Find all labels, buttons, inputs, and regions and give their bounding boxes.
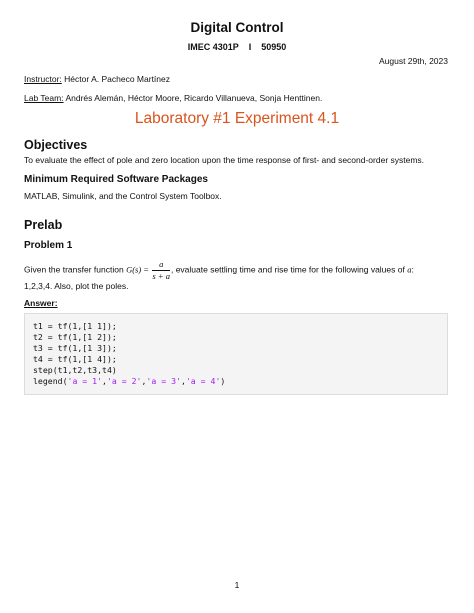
code-block	[24, 313, 448, 395]
instructor-name: Héctor A. Pacheco Martínez	[64, 74, 170, 84]
instructor-line	[24, 74, 170, 84]
legend-string: 'a = 1'	[67, 376, 103, 386]
course-number: 50950	[261, 42, 287, 52]
course-code: IMEC 4301P	[187, 42, 239, 52]
problem-text-line-2: 1,2,3,4. Also, plot the poles.	[24, 281, 129, 291]
problem-colon: :	[411, 264, 414, 275]
problem-text-after: , evaluate settling time and rise time for the following values of	[170, 264, 405, 275]
lab-team-members: Andrés Alemán, Héctor Moore, Ricardo Villanueva, Sonja Henttinen.	[65, 93, 323, 103]
problem-text-line-1	[24, 260, 414, 280]
legend-comma: ,	[102, 376, 107, 386]
course-separator: I	[248, 42, 252, 52]
legend-function: legend(	[33, 376, 68, 386]
code-line: step(t1,t2,t3,t4)	[33, 365, 117, 375]
legend-string: 'a = 3'	[146, 376, 181, 386]
legend-string: 'a = 4'	[185, 376, 221, 386]
transfer-function-numerator: a	[152, 260, 170, 271]
legend-string: 'a = 2'	[106, 376, 142, 386]
transfer-function-fraction	[152, 260, 170, 280]
course-line	[0, 42, 474, 52]
lab-title: Laboratory #1 Experiment 4.1	[134, 110, 340, 127]
instructor-label: Instructor:	[24, 74, 62, 84]
problem-heading: Problem 1	[24, 240, 73, 251]
software-heading: Minimum Required Software Packages	[24, 174, 208, 185]
legend-close: )	[220, 376, 226, 386]
page-number: 1	[234, 580, 240, 590]
document-title: Digital Control	[190, 20, 284, 35]
code-line: t3 = tf(1,[1 3]);	[33, 343, 117, 353]
legend-comma: ,	[141, 376, 147, 386]
objectives-text: To evaluate the effect of pole and zero location upon the time response of first- and second-order systems.	[24, 155, 425, 165]
code-line: t1 = tf(1,[1 1]);	[33, 321, 117, 331]
lab-team-line	[24, 93, 322, 103]
code-line-legend	[33, 376, 225, 386]
answer-label: Answer:	[24, 298, 58, 308]
objectives-heading: Objectives	[24, 138, 88, 152]
legend-comma: ,	[180, 376, 186, 386]
code-line: t4 = tf(1,[1 4]);	[33, 354, 117, 364]
code-line: t2 = tf(1,[1 2]);	[33, 332, 117, 342]
prelab-heading: Prelab	[24, 218, 63, 232]
transfer-function-denominator: s + a	[152, 270, 170, 281]
problem-variable: a	[407, 264, 412, 275]
software-text: MATLAB, Simulink, and the Control System Toolbox.	[24, 191, 222, 201]
lab-team-label: Lab Team:	[24, 93, 64, 103]
document-date: August 29th, 2023	[378, 56, 448, 66]
transfer-function-lhs: G(s) =	[126, 264, 150, 275]
problem-text-before: Given the transfer function	[24, 264, 124, 275]
